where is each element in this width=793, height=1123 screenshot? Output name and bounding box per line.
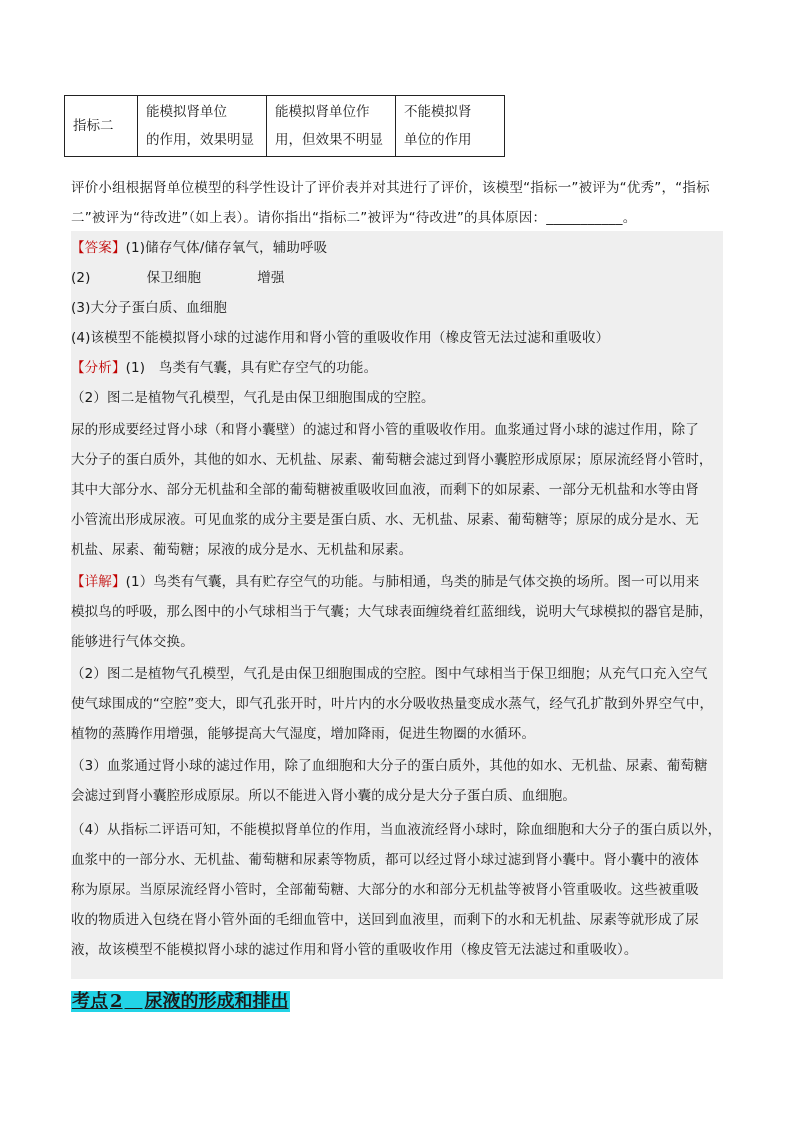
analysis-line: 尿的形成要经过肾小球（和肾小囊壁）的滤过和肾小管的重吸收作用。血浆通过肾小球的滤过作用，除了: [71, 422, 699, 438]
question-text: 评价小组根据肾单位模型的科学性设计了评价表并对其进行了评价，该模型“指标一”被评为“优秀”，“指标二”被评为“待改进”（如上表）。请你指出“指标二”被评为“待改进”的具体原因：___________。: [71, 180, 710, 226]
section-title: 尿液的形成和排出: [144, 991, 289, 1012]
analysis-line: 小管流出形成尿液。可见血浆的成分主要是蛋白质、水、无机盐、尿素、葡萄糖等；原尿的成分是水、无: [71, 512, 699, 528]
analysis-line: 其中大部分水、部分无机盐和全部的葡萄糖被重吸收回血液，而剩下的如尿素、一部分无机盐和水等由肾: [71, 482, 699, 498]
section-number: 2: [110, 991, 123, 1012]
detail-tag: 【详解】: [71, 574, 126, 590]
detail-line: 收的物质进入包绕在肾小管外面的毛细血管中，送回到血液里，而剩下的水和无机盐、尿素等就形成了尿: [71, 912, 699, 928]
detail-line: 血浆中的一部分水、无机盐、葡萄糖和尿素等物质，都可以经过肾小球过滤到肾小囊中。肾小囊中的液体: [71, 852, 699, 868]
detail-line: 模拟鸟的呼吸，那么图中的小气球相当于气囊；大气球表面缠绕着红蓝细线，说明大气球模拟的器官是肺，: [71, 604, 713, 620]
detail-line: （2）图二是植物气孔模型，气孔是由保卫细胞围成的空腔。图中气球相当于保卫细胞；从充气口充入空气: [71, 666, 708, 682]
detail-line: 称为原尿。当原尿流经肾小管时，全部葡萄糖、大部分的水和部分无机盐等被肾小管重吸收。这些被重吸: [71, 882, 699, 898]
answer-panel: [71, 231, 723, 979]
answer-line: 【答案】(1)储存气体/储存氧气，辅助呼吸: [71, 240, 328, 256]
detail-line: 能够进行气体交换。: [71, 634, 194, 650]
section-heading: [71, 988, 290, 1016]
answer-tag: 【答案】: [71, 240, 126, 256]
table-row: [65, 96, 505, 157]
detail-line: 植物的蒸腾作用增强，能够提高大气湿度，增加降雨，促进生物圈的水循环。: [71, 726, 536, 742]
answer-line: (3)大分子蛋白质、血细胞: [71, 300, 228, 316]
answer-line: (2) 保卫细胞 增强: [71, 270, 285, 286]
section-label: 考点: [72, 991, 108, 1012]
analysis-line: （2）图二是植物气孔模型，气孔是由保卫细胞围成的空腔。: [71, 390, 435, 406]
evaluation-table: [64, 95, 505, 157]
table-cell: 能模拟肾单位作 用，但效果不明显: [267, 96, 396, 157]
row-label-cell: 指标二: [65, 96, 138, 157]
table-cell: 不能模拟肾 单位的作用: [396, 96, 505, 157]
detail-line: 使气球围成的“空腔”变大，即气孔张开时，叶片内的水分吸收热量变成水蒸气，经气孔扩散到外界空气中，: [71, 696, 714, 712]
analysis-line: 机盐、尿素、葡萄糖；尿液的成分是水、无机盐和尿素。: [71, 542, 413, 558]
detail-line: 会滤过到肾小囊腔形成原尿。所以不能进入肾小囊的成分是大分子蛋白质、血细胞。: [71, 788, 577, 804]
detail-line: 【详解】(1）鸟类有气囊，具有贮存空气的功能。与肺相通，鸟类的肺是气体交换的场所。图一可以用来: [71, 574, 700, 590]
analysis-line: 【分析】(1) 鸟类有气囊，具有贮存空气的功能。: [71, 360, 378, 376]
analysis-line: 大分子的蛋白质外，其他的如水、无机盐、尿素、葡萄糖会滤过到肾小囊腔形成原尿；原尿流经肾小管时，: [71, 452, 713, 468]
analysis-tag: 【分析】: [71, 360, 126, 376]
detail-line: （3）血浆通过肾小球的滤过作用，除了血细胞和大分子的蛋白质外，其他的如水、无机盐、尿素、葡萄糖: [71, 758, 708, 774]
answer-line: (4)该模型不能模拟肾小球的过滤作用和肾小管的重吸收作用（橡皮管无法过滤和重吸收）: [71, 330, 610, 346]
detail-line: （4）从指标二评语可知，不能模拟肾单位的作用，当血液流经肾小球时，除血细胞和大分子的蛋白质以外，: [71, 822, 722, 838]
table-cell: 能模拟肾单位 的作用，效果明显: [138, 96, 267, 157]
detail-line: 液，故该模型不能模拟肾小球的滤过作用和肾小管的重吸收作用（橡皮管无法滤过和重吸收）。: [71, 942, 638, 958]
